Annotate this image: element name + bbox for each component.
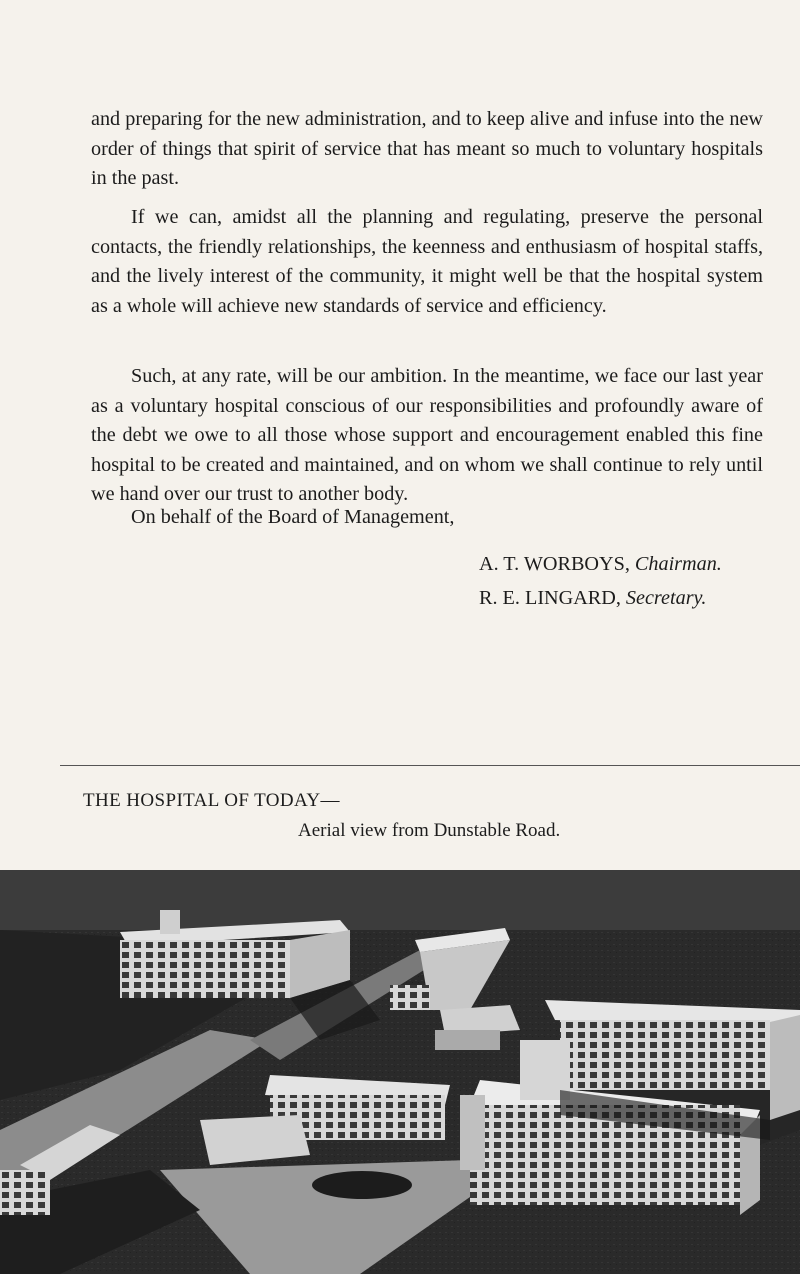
paragraph-behalf: On behalf of the Board of Management, (131, 506, 455, 528)
signatory-chairman (479, 550, 722, 580)
signatory-secretary (479, 584, 706, 614)
signatory-role: Secretary. (625, 587, 707, 609)
paragraph-planning: If we can, amidst all the planning and regulating, preserve the personal contacts, the friendly relationships, the keenness and enthusiasm of hospital staffs, and the lively interest of the community, it might well be that the hospital system as a whole will achieve new standards of service and efficiency. (91, 206, 763, 317)
signatory-name: R. E. LINGARD, (479, 587, 621, 609)
photo-caption-heading: THE HOSPITAL OF TODAY— (83, 790, 340, 811)
aerial-photo-hospital (0, 870, 800, 1274)
signatory-name: A. T. WORBOYS, (479, 553, 630, 575)
signatory-role: Chairman. (634, 553, 722, 575)
section-divider (60, 765, 800, 766)
photo-caption-subheading: Aerial view from Dunstable Road. (298, 820, 561, 841)
paragraph-continuation: and preparing for the new administration, and to keep alive and infuse into the new order of things that spirit of service that has meant so much to voluntary hospitals in the past. (91, 108, 763, 189)
paragraph-ambition: Such, at any rate, will be our ambition. In the meantime, we face our last year as a voluntary hospital conscious of our responsibilities and profoundly aware of the debt we owe to all those whose support and encouragement enabled this fine hospital to be created and maintained, and on whom we shall continue to rely until we hand over our trust to another body. (91, 365, 763, 505)
